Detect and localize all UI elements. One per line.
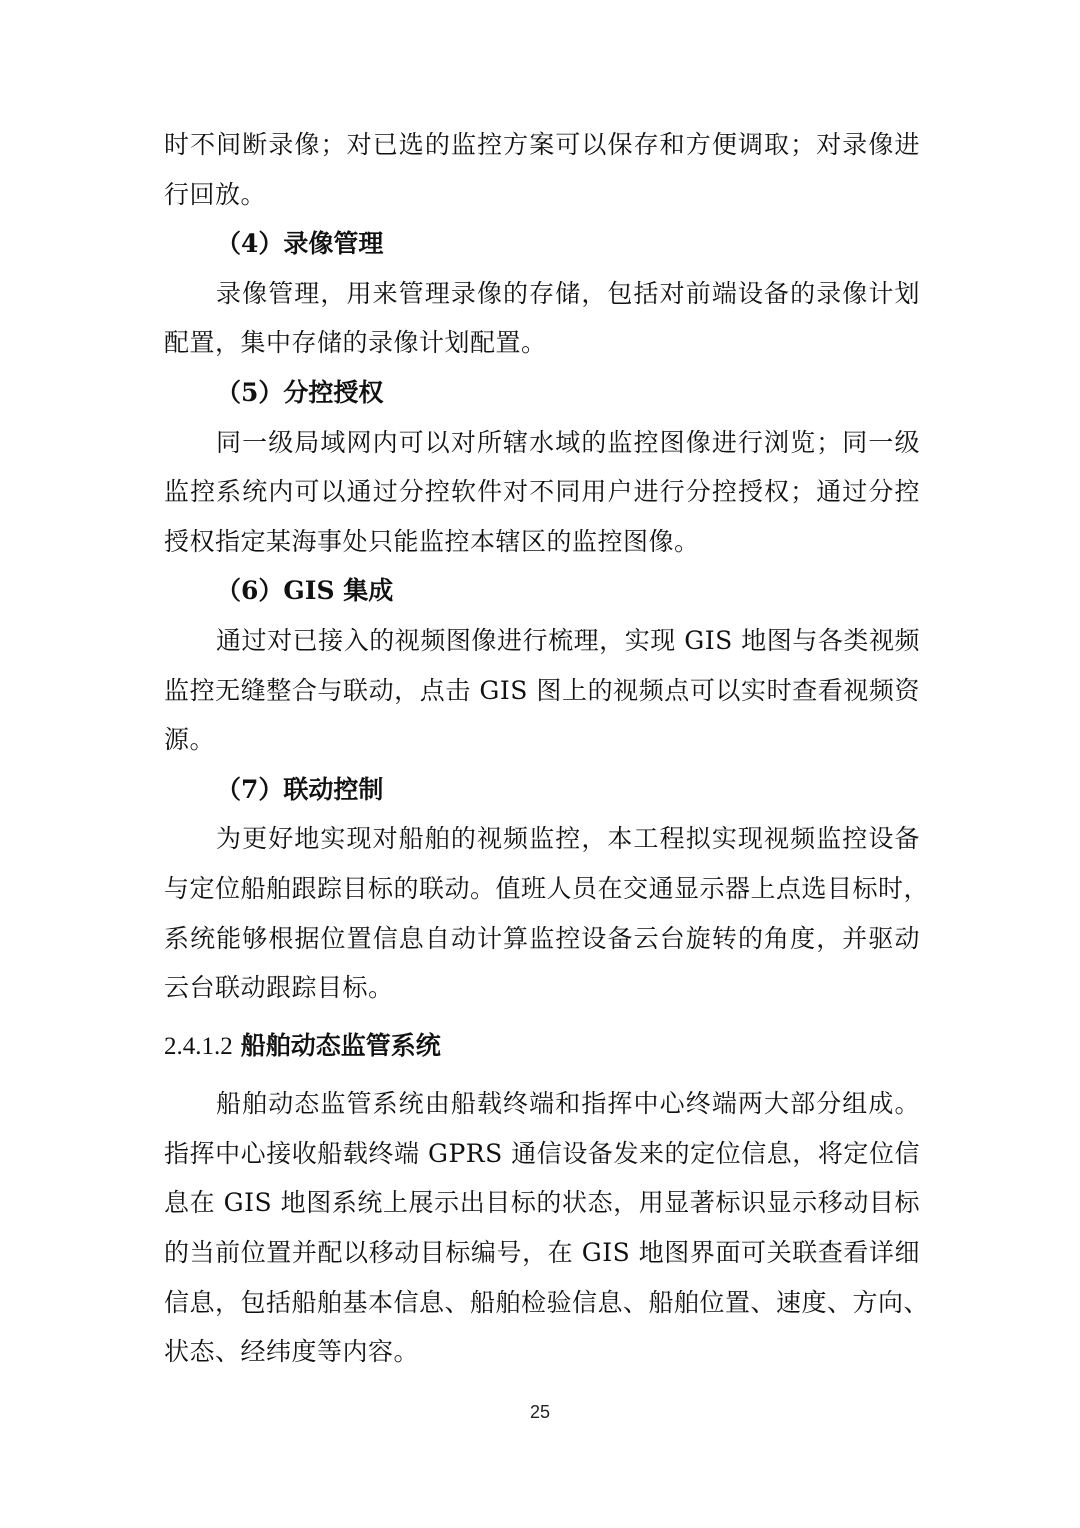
paragraph-line: 息在 GIS 地图系统上展示出目标的状态，用显著标识显示移动目标 [164,1188,920,1218]
section-heading [164,1021,920,1072]
paragraph-line: 与定位船舶跟踪目标的联动。值班人员在交通显示器上点选目标时， [164,873,930,903]
paragraph-line: 云台联动跟踪目标。 [164,973,394,1003]
paragraph-line: 信息，包括船舶基本信息、船舶检验信息、船舶位置、速度、方向、 [164,1287,930,1317]
paragraph-line: 为更好地实现对船舶的视频监控，本工程拟实现视频监控设备 [216,824,920,854]
section-ship-dynamic-supervision [164,1021,930,1377]
subsection-heading: （4）录像管理 [216,229,384,259]
paragraph-line: 同一级局域网内可以对所辖水域的监控图像进行浏览；同一级 [216,427,920,457]
page-number: 25 [529,1402,551,1422]
subsection-linkage-control [164,765,930,1013]
subsection-heading: （6）GIS 集成 [216,576,394,606]
paragraph-line: 系统能够根据位置信息自动计算监控设备云台旋转的角度，并驱动 [164,923,920,953]
section-number: 2.4.1.2 [164,1032,233,1060]
document-page [164,120,930,1377]
paragraph-line: 录像管理，用来管理录像的存储，包括对前端设备的录像计划 [216,278,920,308]
intro-paragraph [164,120,920,219]
paragraph-line: 通过对已接入的视频图像进行梳理，实现 GIS 地图与各类视频 [216,625,920,655]
subsection-control-authorization [164,368,920,566]
section-title: 船舶动态监管系统 [240,1030,441,1060]
paragraph-line: 监控系统内可以通过分控软件对不同用户进行分控授权；通过分控 [164,477,920,507]
subsection-heading: （5）分控授权 [216,377,384,407]
paragraph-line: 配置，集中存储的录像计划配置。 [164,328,547,358]
paragraph-line: 的当前位置并配以移动目标编号，在 GIS 地图界面可关联查看详细 [164,1238,920,1268]
paragraph-line: 状态、经纬度等内容。 [164,1337,420,1367]
subsection-gis-integration [164,566,920,764]
paragraph-line: 监控无缝整合与联动，点击 GIS 图上的视频点可以实时查看视频资 [164,675,920,705]
subsection-recording-management [164,219,920,368]
paragraph-line: 指挥中心接收船载终端 GPRS 通信设备发来的定位信息，将定位信 [164,1138,920,1168]
paragraph-line: 行回放。 [164,179,267,209]
paragraph-line: 源。 [164,725,216,755]
paragraph-line: 授权指定某海事处只能监控本辖区的监控图像。 [164,526,700,556]
paragraph-line: 时不间断录像；对已选的监控方案可以保存和方便调取；对录像进 [164,130,920,159]
paragraph-line: 船舶动态监管系统由船载终端和指挥中心终端两大部分组成。 [216,1089,920,1119]
subsection-heading: （7）联动控制 [216,774,384,804]
